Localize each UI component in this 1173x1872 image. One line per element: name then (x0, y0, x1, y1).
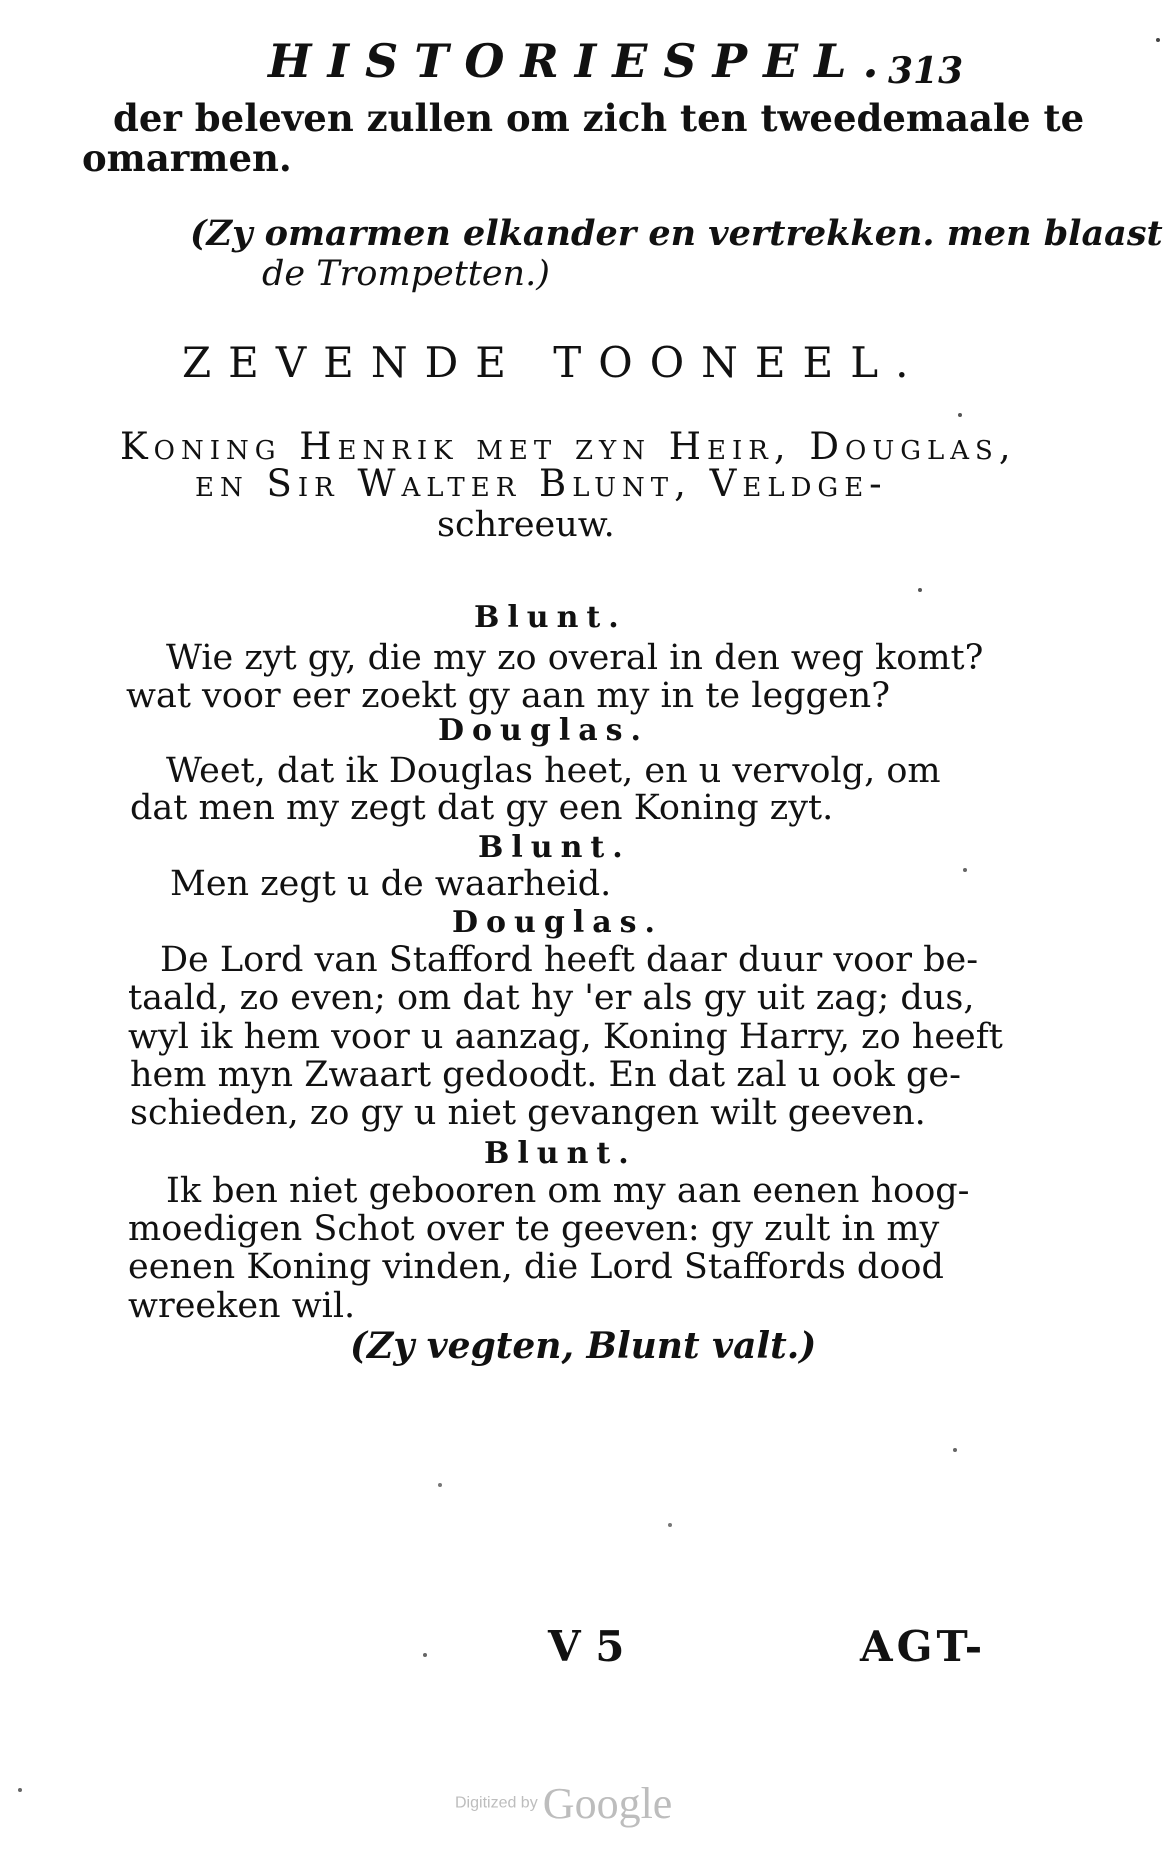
scene-heading: ZEVENDE TOONEEL. (182, 338, 926, 387)
stage-direction: de Trompetten.) (262, 254, 550, 294)
dialogue-line: Wie zyt gy, die my zo overal in den weg komt? (166, 638, 984, 678)
dialogue-line: wat voor eer zoekt gy aan my in te leggen? (126, 676, 890, 716)
speaker-name: Blunt. (478, 830, 631, 865)
text-line: der beleven zullen om zich ten tweedemaale te (113, 96, 1085, 140)
speaker-name: Douglas. (452, 905, 663, 940)
dialogue-line: wreeken wil. (128, 1286, 356, 1326)
dialogue-line: taald, zo even; om dat hy 'er als gy uit zag; dus, (128, 978, 975, 1018)
dialogue-line: wyl ik hem voor u aanzag, Koning Harry, zo heeft (128, 1017, 1003, 1057)
cast-list-line: en Sir Walter Blunt, Veldge- (195, 462, 888, 505)
page-number: 313 (888, 50, 964, 92)
google-logo: Google (542, 1779, 673, 1828)
catchword: AGT- (860, 1622, 987, 1671)
dialogue-line: De Lord van Stafford heeft daar duur voor be- (160, 940, 979, 980)
dialogue-line: eenen Koning vinden, die Lord Staffords dood (128, 1247, 944, 1287)
dialogue-line: dat men my zegt dat gy een Koning zyt. (130, 788, 834, 828)
dialogue-line: hem myn Zwaart gedoodt. En dat zal u ook ge- (130, 1055, 961, 1095)
text-line: omarmen. (82, 136, 292, 180)
speaker-name: Blunt. (474, 600, 627, 635)
dialogue-line: moedigen Schot over te geeven: gy zult in my (128, 1209, 940, 1249)
dialogue-line: Ik ben niet gebooren om my aan eenen hoog- (166, 1171, 970, 1211)
cast-list-line: Koning Henrik met zyn Heir, Douglas, (120, 425, 1017, 468)
dialogue-line: schieden, zo gy u niet gevangen wilt geeven. (130, 1093, 926, 1133)
running-head: HISTORIESPEL. (268, 34, 895, 88)
dialogue-line: Weet, dat ik Douglas heet, en u vervolg, om (166, 751, 941, 791)
stage-direction: (Zy vegten, Blunt valt.) (350, 1325, 817, 1367)
signature-mark: V 5 (548, 1622, 625, 1671)
dialogue-line: Men zegt u de waarheid. (170, 864, 612, 904)
watermark-prefix: Digitized by (455, 1794, 538, 1812)
stage-direction: (Zy omarmen elkander en vertrekken. men blaast (190, 213, 1163, 254)
cast-list-line: schreeuw. (437, 505, 615, 545)
speaker-name: Douglas. (438, 713, 649, 748)
speaker-name: Blunt. (484, 1136, 637, 1171)
